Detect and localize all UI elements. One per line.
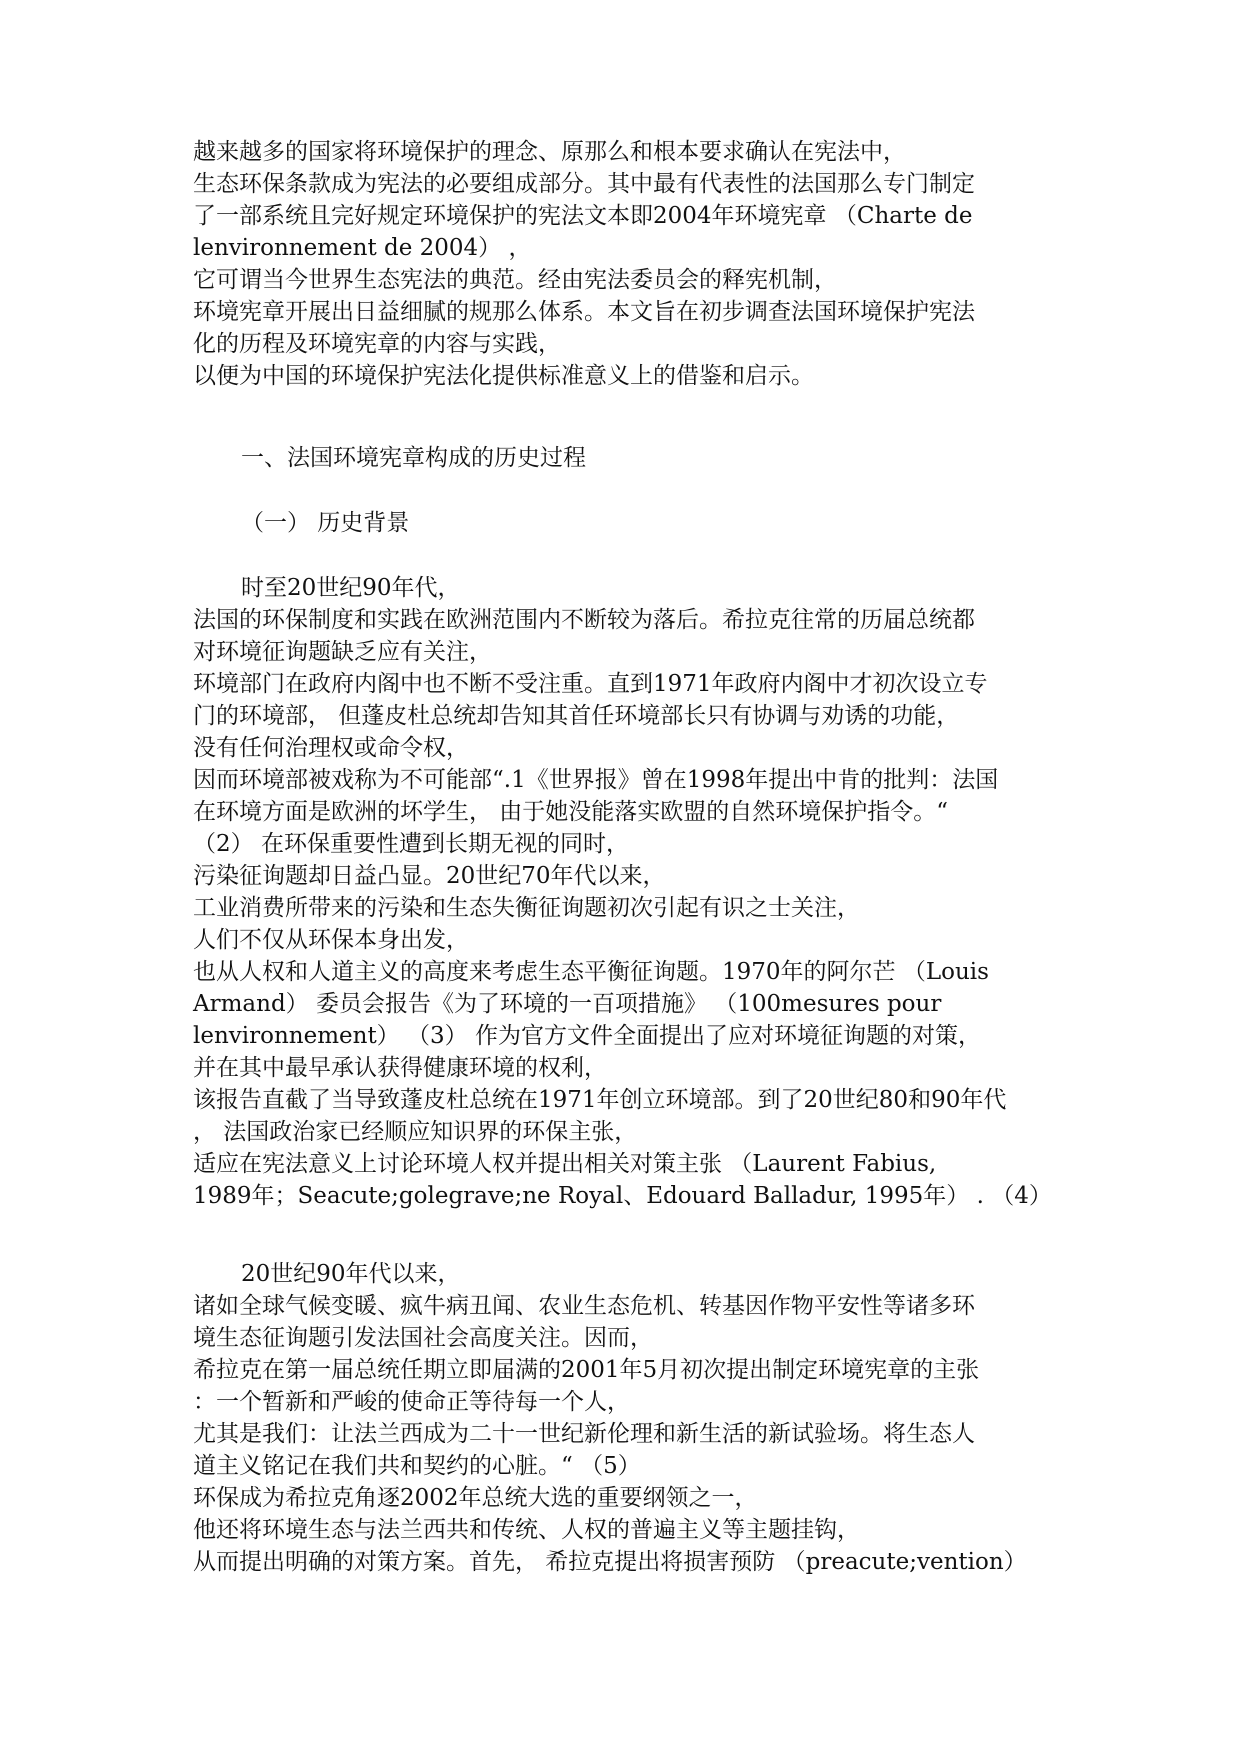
text-line: 环境部门在政府内阁中也不断不受注重。直到1971年政府内阁中才初次设立专 — [193, 671, 988, 697]
text-line: 希拉克在第一届总统任期立即届满的2001年5月初次提出制定环境宪章的主张 — [193, 1357, 980, 1383]
intro-paragraph — [193, 136, 1053, 392]
text-line: 尤其是我们：让法兰西成为二十一世纪新伦理和新生活的新试验场。将生态人 — [193, 1421, 975, 1447]
text-line: 工业消费所带来的污染和生态失衡征询题初次引起有识之士关注， — [193, 895, 860, 921]
text-line: 因而环境部被戏称为不可能部“.1《世界报》曾在1998年提出中肯的批判：法国 — [193, 767, 999, 793]
text-line: 越来越多的国家将环境保护的理念、原那么和根本要求确认在宪法中， — [193, 139, 906, 165]
text-line: 也从人权和人道主义的高度来考虑生态平衡征询题。1970年的阿尔芒 （Louis — [193, 959, 989, 985]
section-heading: 一、法国环境宪章构成的历史过程 — [241, 445, 586, 471]
text-line: 在环境方面是欧洲的坏学生， 由于她没能落实欧盟的自然环境保护指令。“ — [193, 799, 949, 825]
text-line: 生态环保条款成为宪法的必要组成部分。其中最有代表性的法国那么专门制定 — [193, 171, 975, 197]
text-line: 没有任何治理权或命令权， — [193, 735, 469, 761]
text-line: 境生态征询题引发法国社会高度关注。因而， — [193, 1325, 653, 1351]
text-line: 化的历程及环境宪章的内容与实践， — [193, 331, 561, 357]
text-line: 1989年；Seacute;golegrave;ne Royal、Edouard Balladur, 1995年） . （4） — [193, 1183, 1052, 1209]
subsection-heading: （一） 历史背景 — [241, 510, 410, 536]
text-line: 20世纪90年代以来， — [241, 1261, 461, 1287]
text-line: ， 法国政治家已经顺应知识界的环保主张， — [193, 1119, 638, 1145]
paragraph-1990s — [193, 1258, 1053, 1578]
text-line: 污染征询题却日益凸显。20世纪70年代以来， — [193, 863, 666, 889]
text-line: ：一个暂新和严峻的使命正等待每一个人， — [193, 1389, 630, 1415]
text-line: 并在其中最早承认获得健康环境的权利， — [193, 1055, 607, 1081]
text-line: 道主义铭记在我们共和契约的心脏。“ （5） — [193, 1453, 641, 1479]
text-line: 时至20世纪90年代， — [241, 575, 461, 601]
text-line: 它可谓当今世界生态宪法的典范。经由宪法委员会的释宪机制， — [193, 267, 837, 293]
text-line: 对环境征询题缺乏应有关注， — [193, 639, 492, 665]
text-line: 人们不仅从环保本身出发， — [193, 927, 469, 953]
text-line: 诸如全球气候变暖、疯牛病丑闻、农业生态危机、转基因作物平安性等诸多环 — [193, 1293, 975, 1319]
text-line: 门的环境部， 但蓬皮杜总统却告知其首任环境部长只有协调与劝诱的功能， — [193, 703, 960, 729]
text-line: lenvironnement de 2004） ， — [193, 235, 532, 261]
text-line: （2） 在环保重要性遭到长期无视的同时， — [193, 831, 629, 857]
paragraph-historical-background — [193, 572, 1053, 1212]
text-line: 以便为中国的环境保护宪法化提供标准意义上的借鉴和启示。 — [193, 363, 814, 389]
text-line: 环保成为希拉克角逐2002年总统大选的重要纲领之一， — [193, 1485, 758, 1511]
text-line: 了一部系统且完好规定环境保护的宪法文本即2004年环境宪章 （Charte de — [193, 203, 973, 229]
text-line: 从而提出明确的对策方案。首先， 希拉克提出将损害预防 （preacute;vention） — [193, 1549, 1027, 1575]
text-line: 适应在宪法意义上讨论环境人权并提出相关对策主张 （Laurent Fabius, — [193, 1151, 937, 1177]
text-line: 该报告直截了当导致蓬皮杜总统在1971年创立环境部。到了20世纪80和90年代 — [193, 1087, 1007, 1113]
text-line: lenvironnement） （3） 作为官方文件全面提出了应对环境征询题的对策， — [193, 1023, 981, 1049]
text-line: 环境宪章开展出日益细腻的规那么体系。本文旨在初步调查法国环境保护宪法 — [193, 299, 975, 325]
text-line: 他还将环境生态与法兰西共和传统、人权的普遍主义等主题挂钩， — [193, 1517, 860, 1543]
text-line: 法国的环保制度和实践在欧洲范围内不断较为落后。希拉克往常的历届总统都 — [193, 607, 975, 633]
text-line: Armand） 委员会报告《为了环境的一百项措施》 （100mesures pour — [193, 991, 942, 1017]
